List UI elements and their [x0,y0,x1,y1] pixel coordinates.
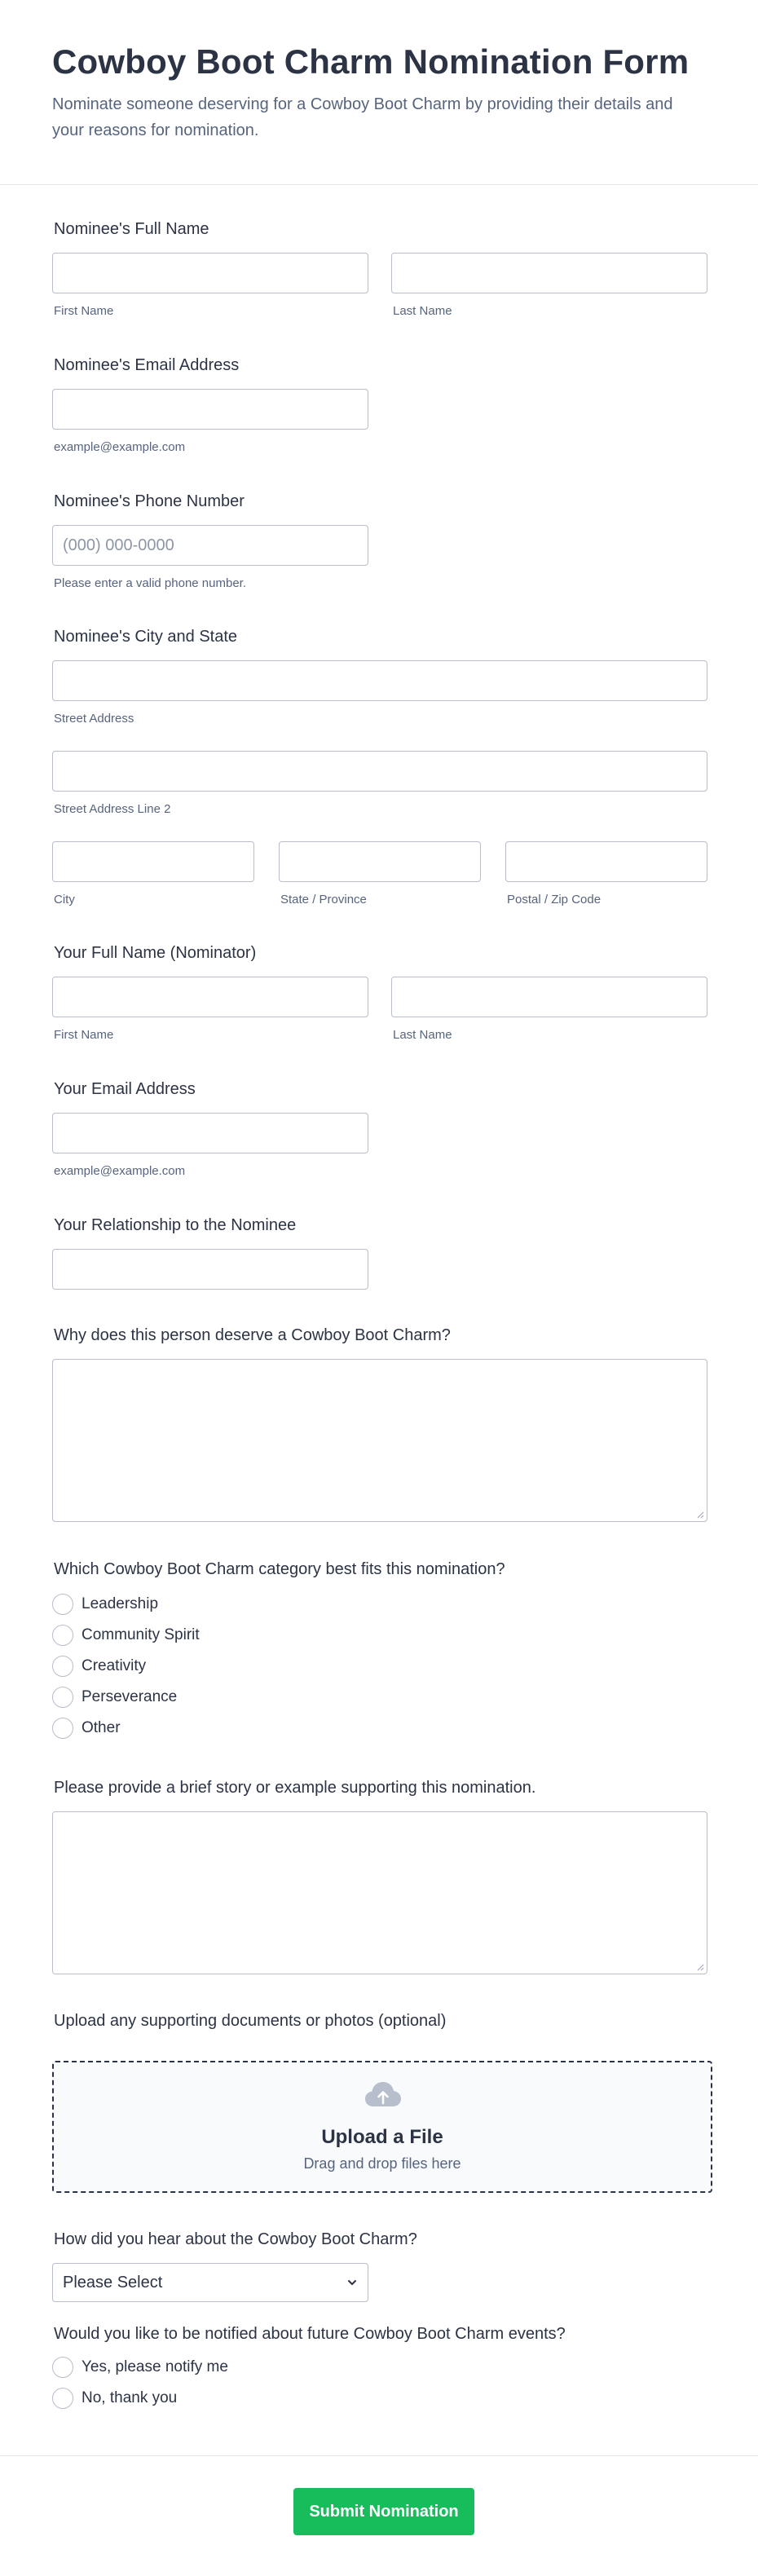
radio-option-label: Yes, please notify me [82,2358,228,2375]
nominator-email-input[interactable] [52,1113,368,1153]
resize-handle-icon[interactable] [696,1963,704,1971]
footer-divider [0,2455,758,2456]
upload-label: Upload any supporting documents or photos (optional) [54,2012,447,2030]
radio-option-label: Leadership [82,1595,159,1612]
nominator-first-name-input[interactable] [52,977,368,1017]
nominee-email-label: Nominee's Email Address [54,356,240,374]
city-input[interactable] [52,841,254,882]
nominee-first-name-input[interactable] [52,253,368,293]
radio-option-label: Other [82,1719,121,1736]
radio-option-notify-yes[interactable] [52,2356,228,2379]
form-header [0,0,758,185]
radio-option-leadership[interactable] [52,1593,158,1616]
radio-button[interactable] [52,1625,73,1646]
nominee-email-input[interactable] [52,389,368,430]
nominator-last-name-input[interactable] [391,977,707,1017]
radio-button[interactable] [52,2357,73,2378]
radio-option-label: Community Spirit [82,1626,200,1643]
nominee-name-label: Nominee's Full Name [54,220,209,238]
radio-option-other[interactable] [52,1717,121,1740]
radio-button[interactable] [52,1718,73,1739]
nominee-phone-label: Nominee's Phone Number [54,492,245,510]
relationship-label: Your Relationship to the Nominee [54,1216,297,1234]
submit-button[interactable]: Submit Nomination [293,2488,474,2535]
reason-label: Why does this person deserve a Cowboy Boot Charm? [54,1326,451,1344]
nominee-address-label: Nominee's City and State [54,628,238,646]
street-address-line2-sublabel: Street Address Line 2 [54,802,171,816]
nominator-email-sublabel: example@example.com [54,1164,186,1178]
nominee-first-name-sublabel: First Name [54,304,114,318]
nominee-email-sublabel: example@example.com [54,440,186,454]
resize-handle-icon[interactable] [696,1511,704,1519]
notify-label: Would you like to be notified about future Cowboy Boot Charm events? [54,2325,566,2343]
state-sublabel: State / Province [280,893,367,906]
nominator-email-label: Your Email Address [54,1080,196,1098]
radio-button[interactable] [52,1656,73,1677]
radio-option-perseverance[interactable] [52,1686,177,1709]
nominee-last-name-input[interactable] [391,253,707,293]
file-upload-dropzone[interactable] [52,2061,712,2193]
form-description: Nominate someone deserving for a Cowboy Boot Charm by providing their details and your reasons for nomination. [52,95,673,139]
nominee-last-name-sublabel: Last Name [393,304,452,318]
cloud-upload-icon [364,2079,403,2111]
story-textarea[interactable] [52,1811,707,1974]
radio-option-label: Perseverance [82,1688,178,1705]
street-address-sublabel: Street Address [54,712,134,726]
radio-option-notify-no[interactable] [52,2387,177,2410]
radio-button[interactable] [52,1594,73,1615]
nominator-first-name-sublabel: First Name [54,1028,114,1042]
zip-sublabel: Postal / Zip Code [507,893,602,906]
radio-option-creativity[interactable] [52,1655,146,1678]
nominator-last-name-sublabel: Last Name [393,1028,452,1042]
radio-option-label: No, thank you [82,2389,178,2406]
street-address-line2-input[interactable] [52,751,707,792]
category-label: Which Cowboy Boot Charm category best fits this nomination? [54,1560,505,1578]
relationship-input[interactable] [52,1249,368,1290]
upload-subtitle: Drag and drop files here [303,2155,461,2172]
nominator-name-label: Your Full Name (Nominator) [54,944,257,962]
zip-input[interactable] [505,841,707,882]
city-sublabel: City [54,893,75,906]
radio-button[interactable] [52,1687,73,1708]
upload-title: Upload a File [321,2126,443,2148]
nominee-phone-input[interactable]: (000) 000-0000 [52,525,368,566]
reason-textarea[interactable] [52,1359,707,1522]
radio-option-community-spirit[interactable] [52,1624,200,1647]
story-label: Please provide a brief story or example supporting this nomination. [54,1779,536,1797]
heard-label: How did you hear about the Cowboy Boot Charm? [54,2230,417,2248]
form-title: Cowboy Boot Charm Nomination Form [52,42,690,81]
radio-button[interactable] [52,2388,73,2409]
radio-option-label: Creativity [82,1657,147,1674]
heard-select-value: Please Select [63,2274,163,2291]
nominee-phone-sublabel: Please enter a valid phone number. [54,576,246,590]
street-address-input[interactable] [52,660,707,701]
chevron-down-icon [346,2277,358,2288]
heard-select[interactable] [52,2263,368,2302]
state-input[interactable] [279,841,481,882]
